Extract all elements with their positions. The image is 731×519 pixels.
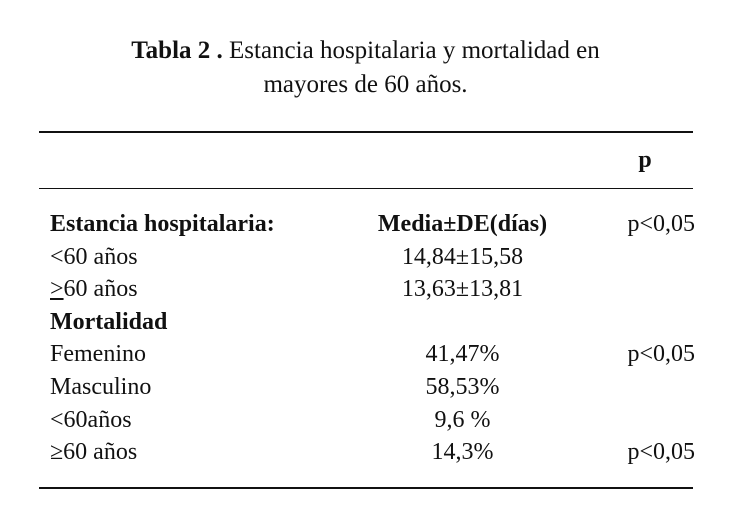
row-p	[575, 306, 695, 339]
row-p	[575, 404, 695, 437]
row-label: Femenino	[50, 341, 146, 368]
underlined-symbol: >	[50, 276, 64, 303]
caption-line-1	[0, 34, 731, 68]
row-label: Estancia hospitalaria:	[50, 211, 275, 237]
row-label: Mortalidad	[50, 308, 168, 335]
p-column-header: p	[638, 147, 652, 173]
table-caption	[0, 34, 731, 102]
caption-label: Tabla 2 .	[131, 37, 223, 64]
top-rule	[39, 131, 693, 133]
row-value: Media±DE(días)	[377, 211, 548, 237]
row-value: 41,47%	[425, 341, 500, 368]
table-row	[50, 371, 695, 404]
row-value	[350, 306, 575, 339]
row-p	[575, 241, 695, 274]
row-label: ≥60 años	[50, 439, 138, 466]
table-row	[50, 208, 695, 241]
row-p	[575, 273, 695, 306]
row-label: Masculino	[50, 373, 152, 400]
row-label	[50, 273, 350, 306]
row-label: <60 años	[50, 243, 138, 270]
table-row	[50, 306, 695, 339]
table-row	[50, 436, 695, 469]
row-value: 14,84±15,58	[401, 243, 524, 270]
data-table	[50, 208, 695, 469]
row-p	[575, 371, 695, 404]
row-p: p<0,05	[627, 439, 695, 466]
header-rule	[39, 188, 693, 189]
row-p: p<0,05	[627, 341, 695, 368]
table-row	[50, 241, 695, 274]
row-label-text: 60 años	[63, 276, 138, 303]
table-row	[50, 338, 695, 371]
bottom-rule	[39, 487, 693, 489]
row-value: 58,53%	[425, 373, 500, 400]
row-value: 9,6 %	[434, 406, 491, 433]
row-p: p<0,05	[627, 211, 695, 237]
table-row	[50, 273, 695, 306]
caption-text-1: Estancia hospitalaria y mortalidad en	[229, 37, 600, 64]
row-value: 14,3%	[431, 439, 494, 466]
table-row	[50, 404, 695, 437]
caption-text-2: mayores de 60 años.	[263, 71, 468, 98]
row-value: 13,63±13,81	[401, 276, 524, 303]
row-label: <60años	[50, 406, 132, 433]
